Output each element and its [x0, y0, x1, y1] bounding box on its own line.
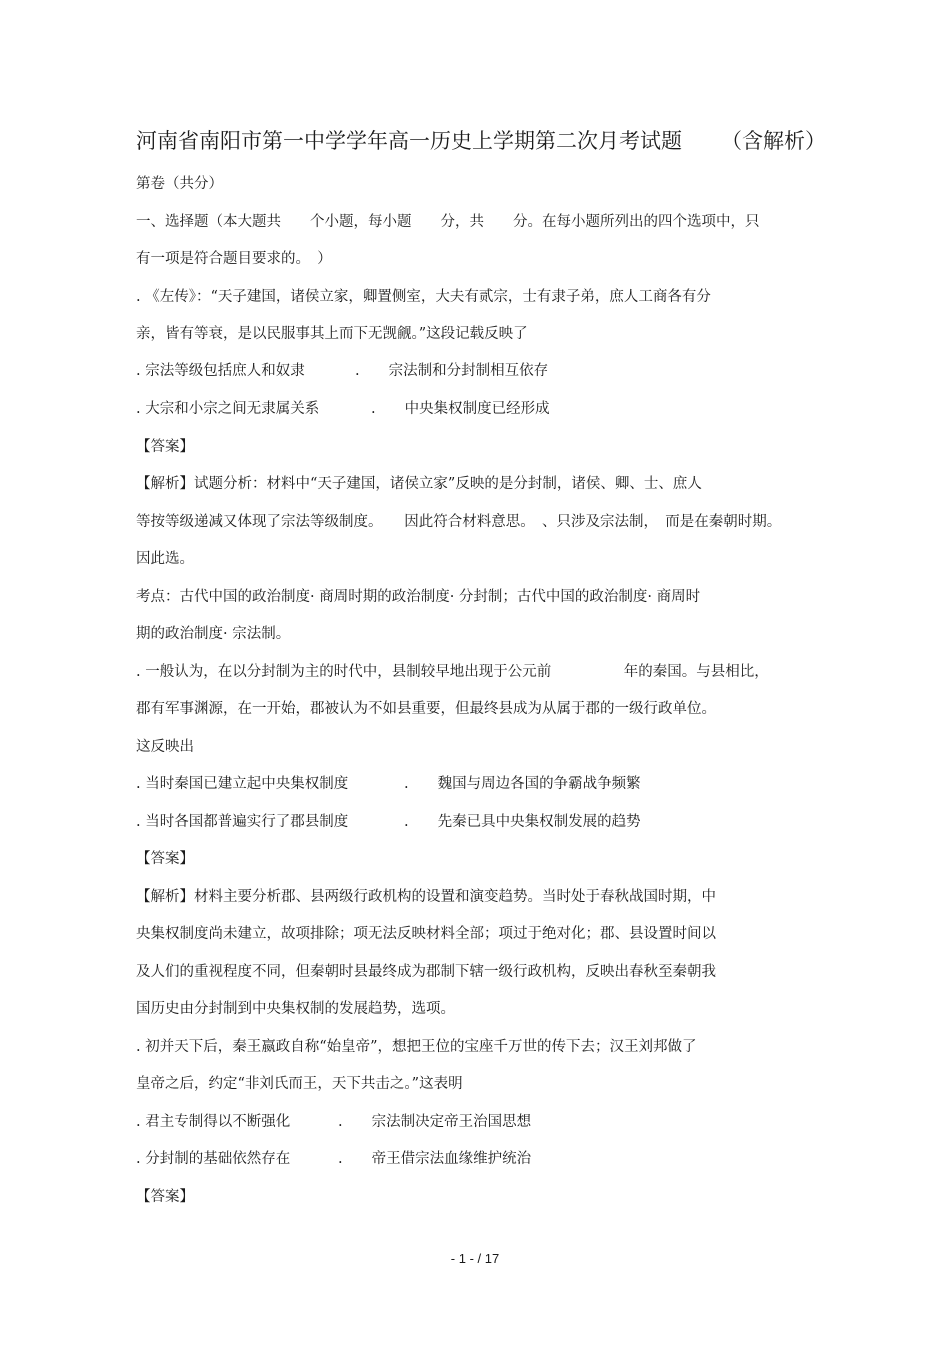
q1-option-b: . 宗法制和分封制相互依存: [355, 363, 549, 379]
section-heading: 第卷（共分）: [136, 176, 223, 192]
q1-analysis-line-1: 【解析】试题分析：材料中“天子建国，诸侯立家”反映的是分封制，诸侯、卿、士、庶人: [136, 476, 702, 492]
q1-analysis-line-4: 考点：古代中国的政治制度· 商周时期的政治制度· 分封制；古代中国的政治制度· 商周时: [136, 589, 701, 605]
q1-option-a: . 宗法等级包括庶人和奴隶: [136, 363, 305, 379]
q2-analysis-line-3: 及人们的重视程度不同，但秦朝时县最终成为郡制下辖一级行政机构，反映出春秋至秦朝我: [136, 964, 716, 980]
q1-analysis-line-2: 等按等级递减又体现了宗法等级制度。 因此符合材料意思。 、只涉及宗法制， 而是在秦朝时期。: [136, 514, 782, 530]
q2-option-a: . 当时秦国已建立起中央集权制度: [136, 776, 349, 792]
q2-option-c: . 当时各国都普遍实行了郡县制度: [136, 814, 349, 830]
document-title: [136, 126, 836, 156]
q1-stem-line-1: . 《左传》：“天子建国，诸侯立家，卿置侧室，大夫有贰宗，士有隶子弟，庶人工商各有分: [136, 289, 711, 305]
q3-answer-label: 【答案】: [136, 1189, 194, 1205]
q1-analysis-line-5: 期的政治制度· 宗法制。: [136, 626, 291, 642]
q3-option-c: . 分封制的基础依然存在: [136, 1151, 291, 1167]
q3-option-a: . 君主专制得以不断强化: [136, 1114, 291, 1130]
q3-stem-line-1: . 初并天下后，秦王嬴政自称“始皇帝”，想把王位的宝座千万世的传下去；汉王刘邦做了: [136, 1039, 697, 1055]
page-number: - 1 - / 17: [450, 1251, 500, 1266]
q2-answer-label: 【答案】: [136, 851, 194, 867]
q3-stem-line-2: 皇帝之后，约定“非刘氏而王，天下共击之。”这表明: [136, 1076, 463, 1092]
q2-analysis-line-1: 【解析】材料主要分析郡、县两级行政机构的设置和演变趋势。当时处于春秋战国时期，中: [136, 889, 716, 905]
q1-option-c: . 大宗和小宗之间无隶属关系: [136, 401, 320, 417]
q1-answer-label: 【答案】: [136, 439, 194, 455]
q2-analysis-line-4: 国历史由分封制到中央集权制的发展趋势，选项。: [136, 1001, 455, 1017]
q2-stem-line-1: . 一般认为，在以分封制为主的时代中，县制较早地出现于公元前 年的秦国。与县相比，: [136, 664, 769, 680]
q2-option-b: . 魏国与周边各国的争霸战争频繁: [404, 776, 641, 792]
q1-option-d: . 中央集权制度已经形成: [371, 401, 550, 417]
q1-analysis-line-3: 因此选。: [136, 551, 194, 567]
title-suffix: （含解析）: [721, 129, 826, 153]
q2-analysis-line-2: 央集权制度尚未建立，故项排除；项无法反映材料全部；项过于绝对化；郡、县设置时间以: [136, 926, 716, 942]
q2-option-d: . 先秦已具中央集权制发展的趋势: [404, 814, 641, 830]
q3-option-d: . 帝王借宗法血缘维护统治: [338, 1151, 532, 1167]
q2-stem-line-2: 郡有军事渊源，在一开始，郡被认为不如县重要，但最终县成为从属于郡的一级行政单位。: [136, 701, 716, 717]
instructions-line-1: 一、选择题（本大题共 个小题，每小题 分，共 分。在每小题所列出的四个选项中，只: [136, 214, 760, 230]
instructions-line-2: 有一项是符合题目要求的。 ）: [136, 251, 332, 267]
q2-stem-line-3: 这反映出: [136, 739, 194, 755]
title-main: 河南省南阳市第一中学学年高一历史上学期第二次月考试题: [136, 129, 682, 153]
q3-option-b: . 宗法制决定帝王治国思想: [338, 1114, 532, 1130]
q1-stem-line-2: 亲，皆有等衰，是以民服事其上而下无觊觎。”这段记载反映了: [136, 326, 528, 342]
